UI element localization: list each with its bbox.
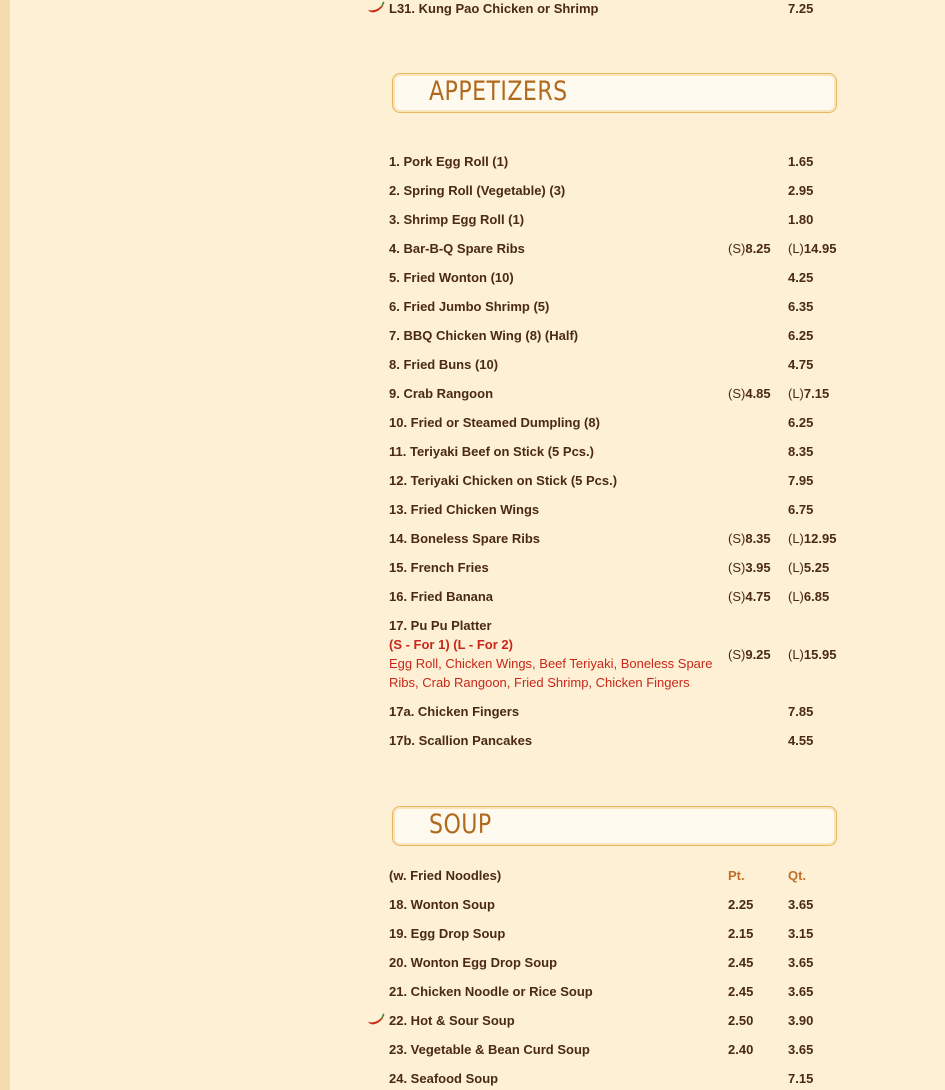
item-name: 8. Fried Buns (10) <box>389 357 499 372</box>
item-name: 17b. Scallion Pancakes <box>389 733 533 748</box>
small-price: (S)4.85 <box>728 386 771 401</box>
chili-pepper-icon <box>367 1 385 15</box>
small-price: (S)3.95 <box>728 560 771 575</box>
item-name: 15. French Fries <box>389 560 489 575</box>
item-description: Egg Roll, Chicken Wings, Beef Teriyaki, Boneless Spare Ribs, Crab Rangoon, Fried Shrimp, Chicken Fingers <box>389 656 713 690</box>
item-price: 6.25 <box>788 415 814 430</box>
item-name: 21. Chicken Noodle or Rice Soup <box>389 984 593 999</box>
small-price: (S)9.25 <box>728 647 771 662</box>
item-name: 10. Fried or Steamed Dumpling (8) <box>389 415 600 430</box>
item-name: 1. Pork Egg Roll (1) <box>389 154 509 169</box>
item-name: 5. Fried Wonton (10) <box>389 270 514 285</box>
item-price: 4.25 <box>788 270 814 285</box>
item-name: 6. Fried Jumbo Shrimp (5) <box>389 299 550 314</box>
pint-price: 2.50 <box>728 1013 754 1028</box>
item-price: 6.35 <box>788 299 814 314</box>
menu-item-row-platter <box>365 616 845 696</box>
item-name: 7. BBQ Chicken Wing (8) (Half) <box>389 328 579 343</box>
item-name: 14. Boneless Spare Ribs <box>389 531 541 546</box>
item-price: 8.35 <box>788 444 814 459</box>
item-name: 17. Pu Pu Platter <box>389 618 492 633</box>
item-name: 12. Teriyaki Chicken on Stick (5 Pcs.) <box>389 473 618 488</box>
item-price: 1.80 <box>788 212 814 227</box>
item-name: 17a. Chicken Fingers <box>389 704 520 719</box>
item-price: 6.75 <box>788 502 814 517</box>
section-title: APPETIZERS <box>429 76 568 107</box>
item-name: 22. Hot & Sour Soup <box>389 1013 515 1028</box>
column-header-quart: Qt. <box>788 868 807 883</box>
item-block <box>389 616 719 692</box>
item-price: 6.25 <box>788 328 814 343</box>
item-name: 16. Fried Banana <box>389 589 494 604</box>
large-price: (L)14.95 <box>788 241 837 256</box>
left-border-strip <box>0 0 10 1090</box>
section-banner-appetizers <box>392 73 837 113</box>
quart-price: 3.65 <box>788 1042 814 1057</box>
quart-price: 3.65 <box>788 955 814 970</box>
item-name: 20. Wonton Egg Drop Soup <box>389 955 558 970</box>
item-name: 9. Crab Rangoon <box>389 386 494 401</box>
item-price: 2.95 <box>788 183 814 198</box>
small-price: (S)4.75 <box>728 589 771 604</box>
item-name: 23. Vegetable & Bean Curd Soup <box>389 1042 590 1057</box>
item-name: 11. Teriyaki Beef on Stick (5 Pcs.) <box>389 444 594 459</box>
item-name: 19. Egg Drop Soup <box>389 926 506 941</box>
item-name: 18. Wonton Soup <box>389 897 495 912</box>
column-header-pint: Pt. <box>728 868 745 883</box>
large-price: (L)6.85 <box>788 589 830 604</box>
item-subtitle: (S - For 1) (L - For 2) <box>389 637 513 652</box>
pint-price: 2.40 <box>728 1042 754 1057</box>
large-price: (L)5.25 <box>788 560 830 575</box>
small-price: (S)8.35 <box>728 531 771 546</box>
small-price: (S)8.25 <box>728 241 771 256</box>
item-name: L31. Kung Pao Chicken or Shrimp <box>389 1 599 16</box>
pint-price: 2.45 <box>728 955 754 970</box>
item-price: 7.95 <box>788 473 814 488</box>
item-price: 4.55 <box>788 733 814 748</box>
pint-price: 2.45 <box>728 984 754 999</box>
item-price: 4.75 <box>788 357 814 372</box>
section-title: SOUP <box>429 809 492 840</box>
pint-price: 2.25 <box>728 897 754 912</box>
item-price: 7.85 <box>788 704 814 719</box>
item-name: 24. Seafood Soup <box>389 1071 499 1086</box>
pint-price: 2.15 <box>728 926 754 941</box>
quart-price: 3.65 <box>788 897 814 912</box>
section-banner-soup <box>392 806 837 846</box>
quart-price: 3.15 <box>788 926 814 941</box>
quart-price: 3.65 <box>788 984 814 999</box>
item-name: 4. Bar-B-Q Spare Ribs <box>389 241 525 256</box>
quart-price: 7.15 <box>788 1071 814 1086</box>
item-name: 2. Spring Roll (Vegetable) (3) <box>389 183 566 198</box>
large-price: (L)12.95 <box>788 531 837 546</box>
large-price: (L)7.15 <box>788 386 830 401</box>
soup-note: (w. Fried Noodles) <box>389 868 502 883</box>
item-price: 1.65 <box>788 154 814 169</box>
large-price: (L)15.95 <box>788 647 837 662</box>
item-price: 7.25 <box>788 1 814 16</box>
quart-price: 3.90 <box>788 1013 814 1028</box>
item-name: 3. Shrimp Egg Roll (1) <box>389 212 525 227</box>
item-name: 13. Fried Chicken Wings <box>389 502 540 517</box>
chili-pepper-icon <box>367 1013 385 1027</box>
